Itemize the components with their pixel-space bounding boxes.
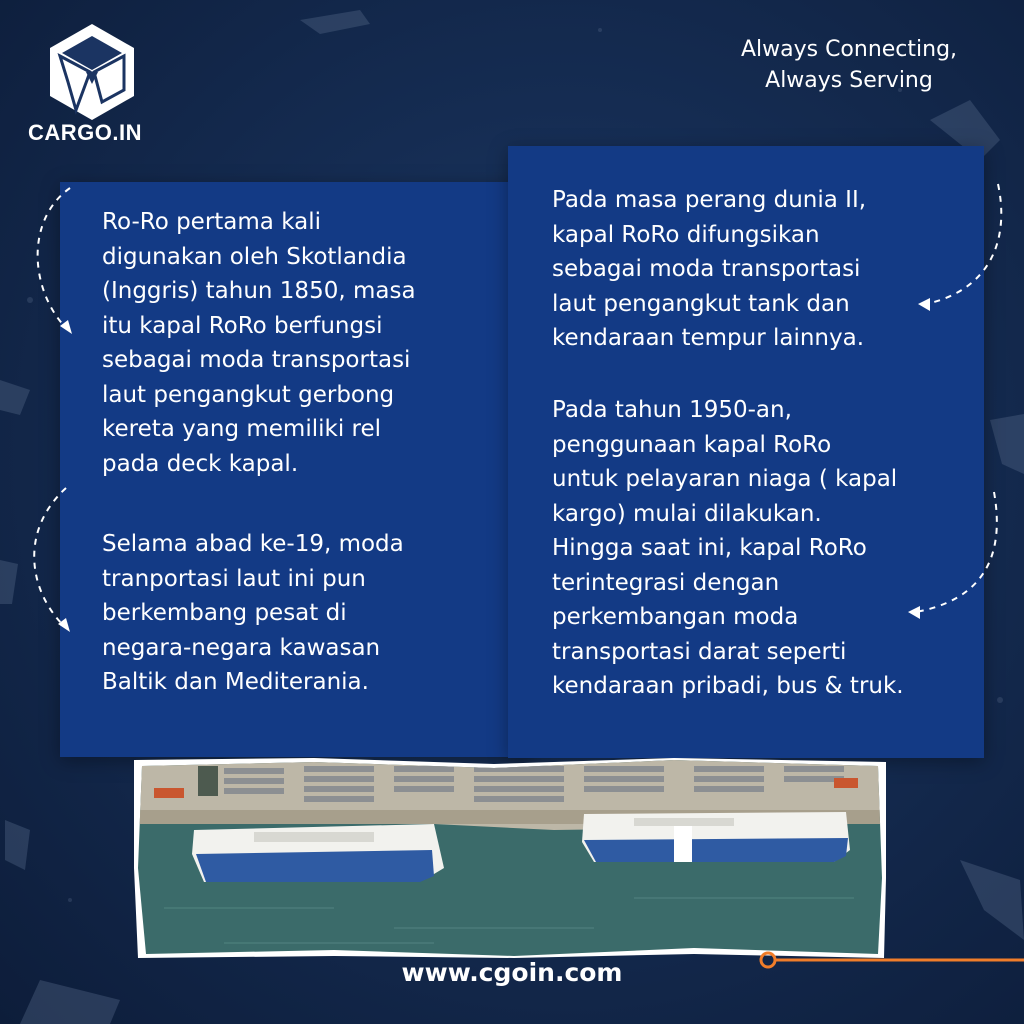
tagline-line2: Always Serving xyxy=(765,68,933,93)
right-paragraph-2: Pada tahun 1950-an, penggunaan kapal RoRo untuk pelayaran niaga ( kapal kargo) mulai dilakukan. Hingga saat ini, kapal RoRo terintegrasi dengan perkembangan moda transportasi darat seperti kendaraan pribadi, bus & truk. xyxy=(552,397,904,699)
roro-ships-port-photo xyxy=(134,758,886,958)
tagline-line1: Always Connecting, xyxy=(740,37,958,62)
website-link[interactable]: www.cgoin.com xyxy=(401,958,623,987)
roro-ships-photo xyxy=(134,758,886,958)
brand-name: CARGO.IN xyxy=(28,120,142,145)
left-paragraph-1: Ro-Ro pertama kali digunakan oleh Skotlandia (Inggris) tahun 1850, masa itu kapal RoRo berfungsi sebagai moda transportasi laut pengangkut gerbong kereta yang memiliki rel pada deck kapal. xyxy=(102,209,416,477)
left-paragraph-2: Selama abad ke-19, moda tranportasi laut ini pun berkembang pesat di negara-negara kawasan Baltik dan Mediterania. xyxy=(102,531,404,695)
tagline xyxy=(704,34,994,96)
right-paragraph-1: Pada masa perang dunia II, kapal RoRo difungsikan sebagai moda transportasi laut pengangkut tank dan kendaraan tempur lainnya. xyxy=(552,187,867,351)
hexagon-cube-logo-icon xyxy=(46,22,138,122)
